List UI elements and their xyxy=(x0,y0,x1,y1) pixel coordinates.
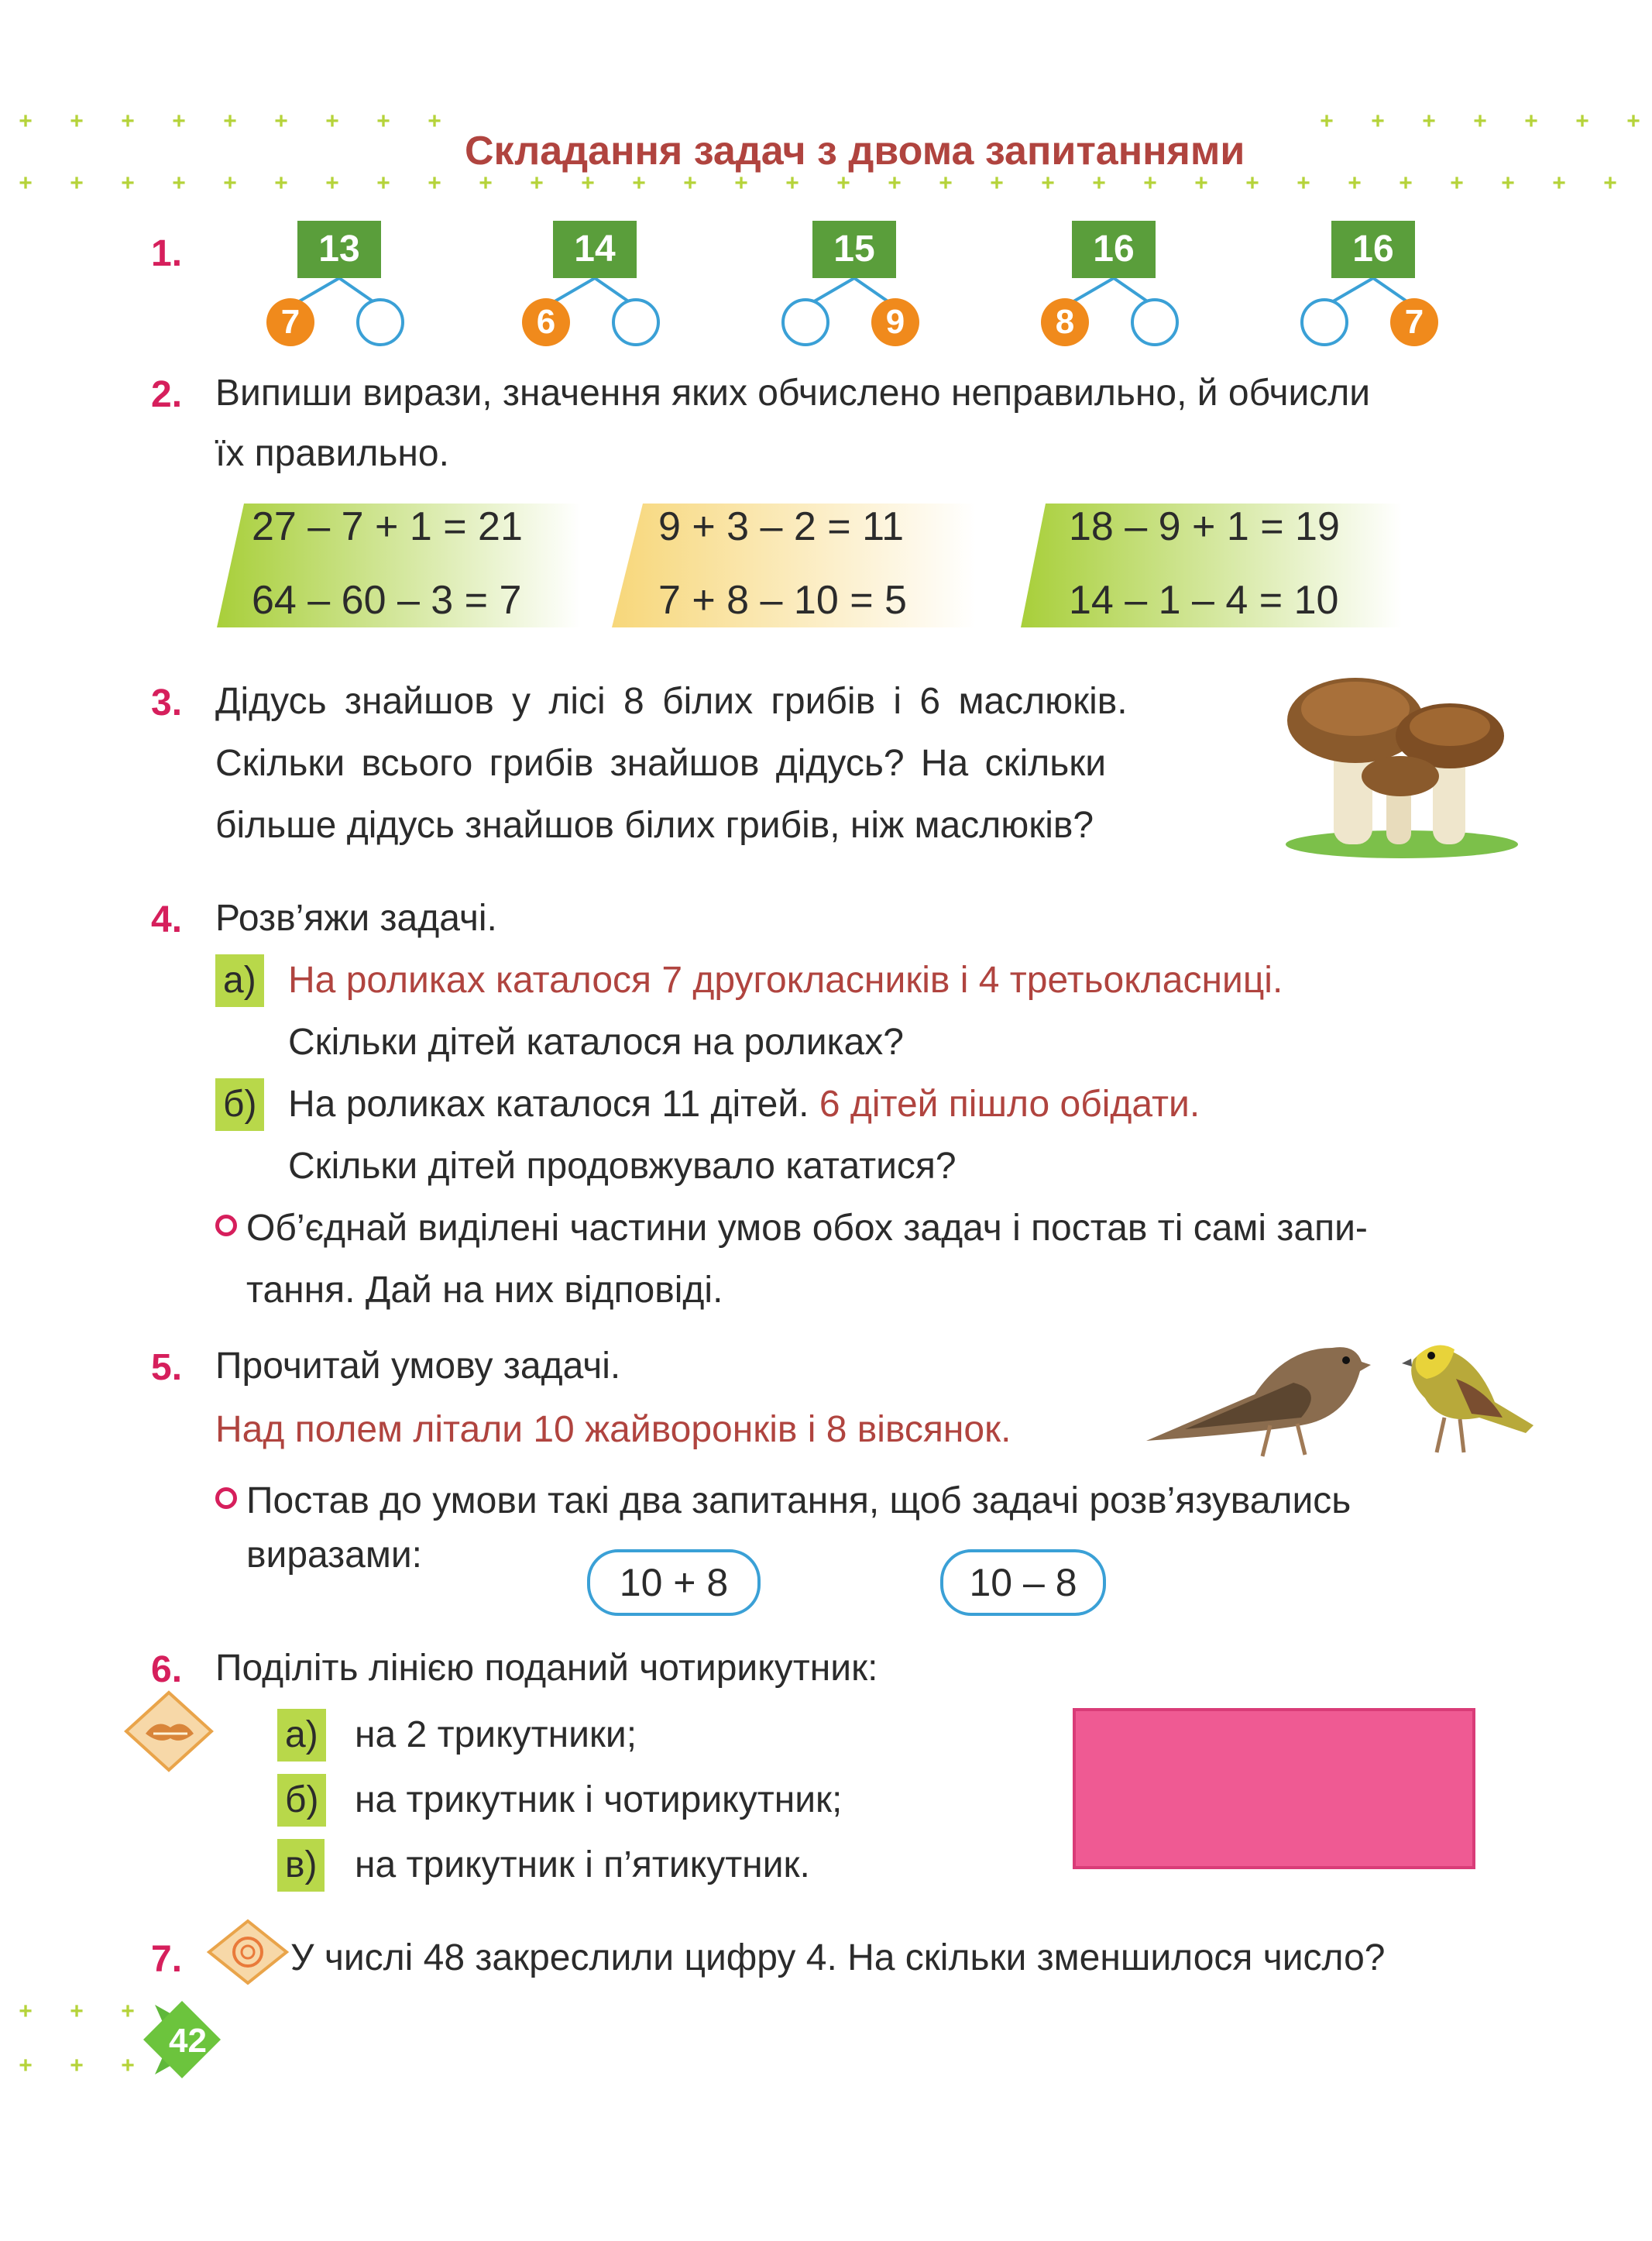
number-tree xyxy=(771,221,926,352)
birds-illustration xyxy=(1139,1301,1541,1472)
subtask-label: а) xyxy=(277,1709,326,1762)
subtask-label: в) xyxy=(277,1839,325,1892)
task-text: на трикутник і п’ятикутник. xyxy=(355,1844,810,1885)
task-text: Скільки дітей каталося на роликах? xyxy=(288,1022,904,1063)
task-text: Поділіть лінією поданий чотирикутник: xyxy=(215,1648,878,1689)
task-text: У числі 48 закреслили цифру 4. На скільки зменшилося число? xyxy=(290,1937,1386,1978)
expression-oval: 10 + 8 xyxy=(587,1549,761,1616)
task-number: 1. xyxy=(151,233,183,274)
task-text: на 2 трикутники; xyxy=(355,1714,637,1755)
group-work-icon xyxy=(122,1689,215,1774)
task-text: на трикутник і чотирикутник; xyxy=(355,1779,843,1820)
mushrooms-illustration xyxy=(1278,658,1526,860)
tree-part-number: 6 xyxy=(522,298,570,346)
task-number: 3. xyxy=(151,682,183,724)
expression-oval: 10 – 8 xyxy=(940,1549,1106,1616)
task-text: більше дідусь знайшов білих грибів, ніж маслюків? xyxy=(215,805,1094,846)
tree-top-number: 15 xyxy=(812,221,896,278)
decor-plus-row-top-right: + + + + + + + xyxy=(1320,108,1640,134)
task-text: На роликах каталося 11 дітей. xyxy=(288,1084,809,1125)
tree-part-blank[interactable] xyxy=(612,298,660,346)
tree-part-blank[interactable] xyxy=(781,298,829,346)
task-text: Розв’яжи задачі. xyxy=(215,898,497,939)
bullet-icon xyxy=(215,1215,237,1236)
number-tree xyxy=(1030,221,1185,352)
page-title: Складання задач з двома запитаннями xyxy=(465,129,1245,174)
task-number: 6. xyxy=(151,1649,183,1690)
task-number: 4. xyxy=(151,899,183,940)
difficulty-icon xyxy=(205,1917,290,1987)
number-tree xyxy=(256,221,410,352)
decor-plus-row-bottom2: + + + xyxy=(19,2053,135,2078)
decor-plus-row-bottom1: + + + xyxy=(19,1999,135,2024)
expression: 18 – 9 + 1 = 19 xyxy=(1069,504,1340,549)
tree-part-number: 9 xyxy=(871,298,919,346)
task-text-highlighted: На роликах каталося 7 другокласників і 4 третьокласниці. xyxy=(288,960,1283,1001)
expression: 9 + 3 – 2 = 11 xyxy=(658,504,905,549)
page-number: 42 xyxy=(169,2022,207,2060)
expression: 14 – 1 – 4 = 10 xyxy=(1069,578,1339,623)
task-text: виразами: xyxy=(246,1535,423,1576)
task-text: Скільки всього грибів знайшов дідусь? На скільки xyxy=(215,743,1107,784)
subtask-label: б) xyxy=(277,1774,326,1827)
expression: 27 – 7 + 1 = 21 xyxy=(252,504,523,549)
tree-part-blank[interactable] xyxy=(356,298,404,346)
task-text-highlighted: Над полем літали 10 жайворонків і 8 вівсянок. xyxy=(215,1409,1011,1450)
number-tree xyxy=(511,221,666,352)
tree-part-number: 7 xyxy=(266,298,314,346)
tree-top-number: 14 xyxy=(553,221,637,278)
task-text: тання. Дай на них відповіді. xyxy=(246,1270,723,1311)
task-text: їх правильно. xyxy=(215,433,449,474)
task-number: 7. xyxy=(151,1939,183,1980)
quadrilateral-shape xyxy=(1073,1708,1475,1869)
task-number: 2. xyxy=(151,374,183,415)
task-text: Випиши вирази, значення яких обчислено неправильно, й обчисли xyxy=(215,373,1371,414)
tree-top-number: 13 xyxy=(297,221,381,278)
tree-part-number: 7 xyxy=(1390,298,1438,346)
expression: 7 + 8 – 10 = 5 xyxy=(658,578,907,623)
tree-top-number: 16 xyxy=(1331,221,1415,278)
number-tree xyxy=(1290,221,1444,352)
task-text: Дідусь знайшов у лісі 8 білих грибів і 6 маслюків. xyxy=(215,681,1128,722)
decor-plus-row-top: + + + + + + + + + xyxy=(19,108,441,134)
task-text: Постав до умови такі два запитання, щоб задачі розв’язувались xyxy=(246,1480,1351,1521)
bullet-icon xyxy=(215,1487,237,1509)
expression: 64 – 60 – 3 = 7 xyxy=(252,578,522,623)
tree-part-number: 8 xyxy=(1041,298,1089,346)
task-text-line xyxy=(288,1074,1200,1136)
task-number: 5. xyxy=(151,1347,183,1388)
task-text: Прочитай умову задачі. xyxy=(215,1346,621,1387)
subtask-label: б) xyxy=(215,1078,264,1131)
task-text: Об’єднай виділені частини умов обох задач і постав ті самі запи- xyxy=(246,1208,1368,1249)
task-text: Скільки дітей продовжувало кататися? xyxy=(288,1146,957,1187)
tree-part-blank[interactable] xyxy=(1131,298,1179,346)
task-text-highlighted: 6 дітей пішло обідати. xyxy=(819,1084,1200,1125)
tree-part-blank[interactable] xyxy=(1300,298,1348,346)
decor-plus-row-second: + + + + + + + + + + + + + + + + + + + + + + + + + + + + + + + + xyxy=(19,170,1617,196)
tree-top-number: 16 xyxy=(1072,221,1156,278)
subtask-label: а) xyxy=(215,954,264,1007)
